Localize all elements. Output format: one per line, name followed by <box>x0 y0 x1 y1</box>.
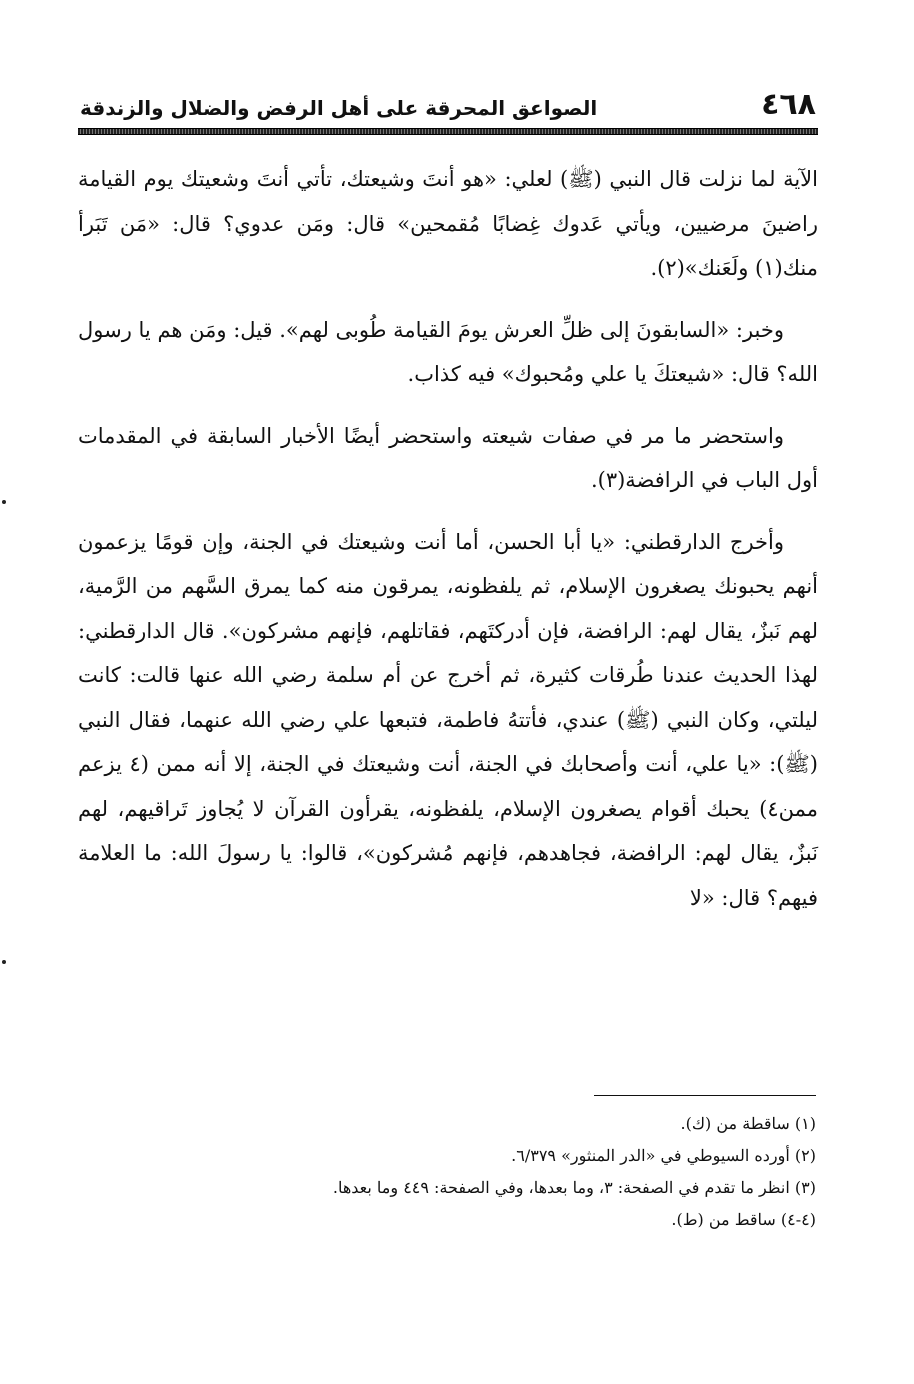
page-number: ٤٦٨ <box>761 87 816 122</box>
paragraph-4: وأخرج الدارقطني: «يا أبا الحسن، أما أنت وشيعتك في الجنة، وإن قومًا يزعمون أنهم يحبونك يصغرون الإسلام، ثم يلفظونه، يمرقون منه كما يمرق السَّهم من الرَّمية، لهم نَبزٌ، يقال لهم: الرافضة، فإن أدركتَهم، فقاتلهم، فإنهم مشركون». قال الدارقطني: لهذا الحديث عندنا طُرقات كثيرة، ثم أخرج عن أم سلمة رضي الله عنها قالت: كانت ليلتي، وكان النبي (ﷺ) عندي، فأتتهُ فاطمة، فتبعها علي رضي الله عنهما، فقال النبي (ﷺ): «يا علي، أنت وأصحابك في الجنة، أنت وشيعتك في الجنة، إلا أنه ممن (٤ يزعم ممن٤) يحبك أقوام يصغرون الإسلام، يلفظونه، يقرأون القرآن لا يُجاوز تَراقيهم، لهم نَبزٌ، يقال لهم: الرافضة، فجاهدهم، فإنهم مُشركون»، قالوا: يا رسولَ الله: ما العلامة فيهم؟ قال: «لا <box>78 529 818 910</box>
paragraph-3: واستحضر ما مر في صفات شيعته واستحضر أيضًا الأخبار السابقة في المقدمات أول الباب في الرافضة(٣). <box>78 423 818 492</box>
paragraph-2: وخبر: «السابقونَ إلى ظلِّ العرش يومَ القيامة طُوبى لهم». قيل: ومَن هم يا رسول الله؟ قال: «شيعتكَ يا علي ومُحبوك» فيه كذاب. <box>78 317 818 386</box>
footnote-3: (٣) انظر ما تقدم في الصفحة: ٣، وما بعدها، وفي الصفحة: ٤٤٩ وما بعدها. <box>332 1178 816 1197</box>
footnote-1: (١) ساقطة من (ك). <box>680 1114 816 1133</box>
page-header <box>78 86 818 120</box>
scan-edge-mark <box>2 960 6 964</box>
footnote-rule <box>594 1095 816 1096</box>
paragraph-1: الآية لما نزلت قال النبي (ﷺ) لعلي: «هو أنتَ وشيعتك، تأتي أنتَ وشعيتك يوم القيامة راضينَ مرضيين، ويأتي عَدوك غِضابًا مُقمحين» قال: ومَن عدوي؟ قال: «مَن تَبَرأ منك(١) ولَعَنك»(٢). <box>78 167 818 280</box>
book-page <box>78 86 818 1326</box>
running-title: الصواعق المحرقة على أهل الرفض والضلال والزندقة <box>80 96 598 120</box>
header-rule <box>78 128 818 135</box>
footnotes <box>80 1108 816 1236</box>
body-text <box>78 157 818 920</box>
scan-edge-mark <box>2 500 6 504</box>
footnote-4: (٤-٤) ساقط من (ط). <box>671 1210 816 1229</box>
footnote-2: (٢) أورده السيوطي في «الدر المنثور» ٦/٣٧٩. <box>511 1146 816 1165</box>
